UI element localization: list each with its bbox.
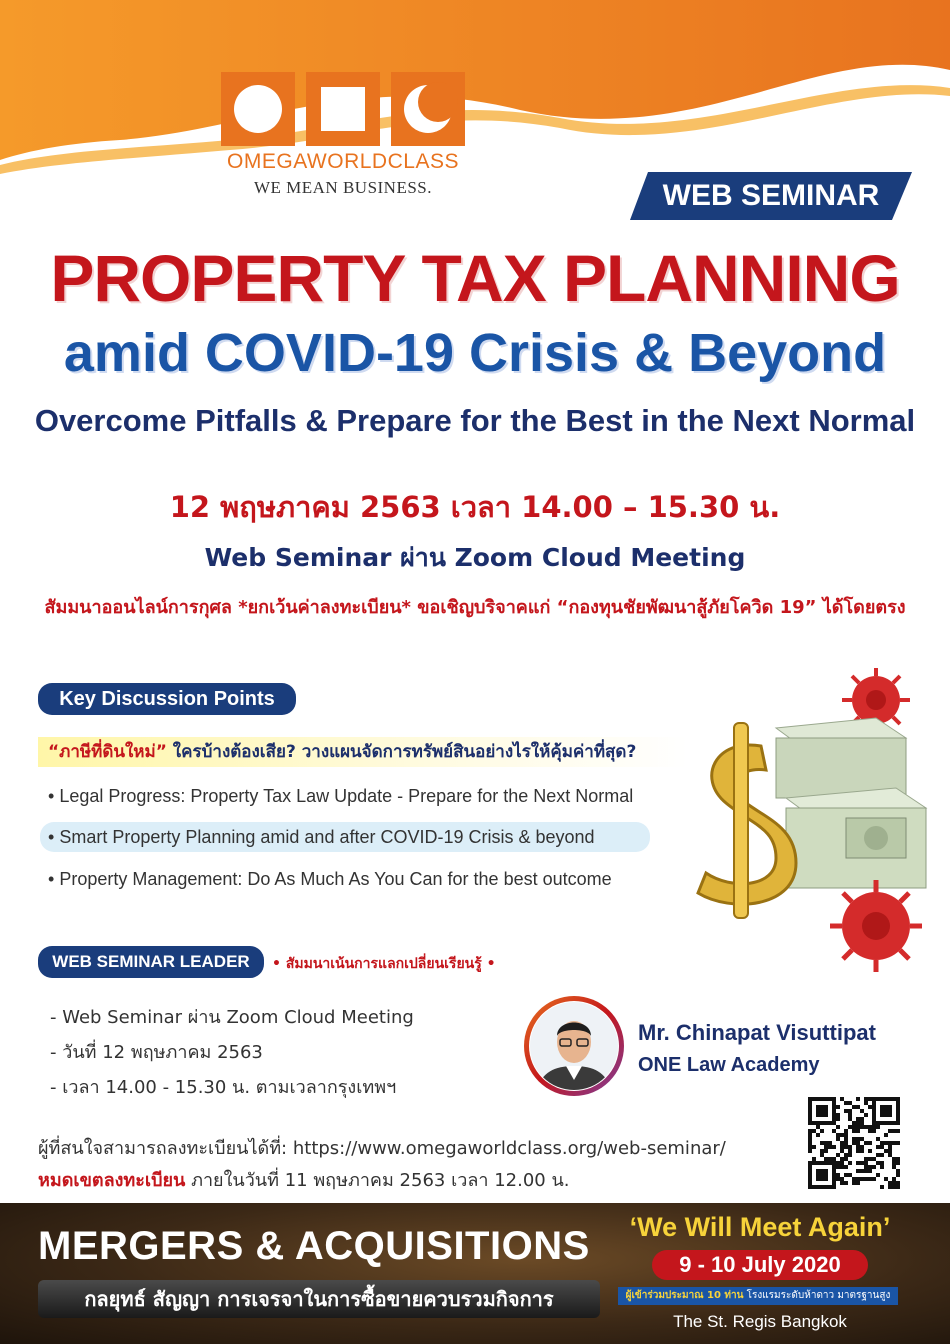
discussion-point-2: • Smart Property Planning amid and after COVID-19 Crisis & beyond: [40, 822, 650, 852]
money-dollar-illustration: [676, 668, 936, 978]
key-discussion-label: Key Discussion Points: [38, 683, 296, 715]
deadline-label: หมดเขตลงทะเบียน: [38, 1170, 186, 1191]
discussion-point-3-text: Property Management: Do As Much As You Can for the best outcome: [59, 869, 612, 889]
discussion-point-1: • Legal Progress: Property Tax Law Update - Prepare for the Next Normal: [48, 786, 634, 806]
registration-deadline: [38, 1165, 569, 1194]
footer-subtitle: กลยุทธ์ สัญญา การเจรจาในการซื้อขายควบรวมกิจการ: [38, 1280, 600, 1318]
charity-note: สัมมนาออนไลน์การกุศล *ยกเว้นค่าลงทะเบียน* ขอเชิญบริจาคแก่ “กองทุนชัยพัฒนาสู้ภัยโควิด 19” ได้โดยตรง: [44, 597, 906, 618]
speaker-name: Mr. Chinapat Visuttipat: [638, 1020, 876, 1045]
virus-icon-bottom: [830, 880, 922, 972]
question-rest: ใครบ้างต้องเสีย? วางแผนจัดการทรัพย์สินอย่างไรให้คุ้มค่าที่สุด?: [166, 742, 637, 762]
orange-wave-header: [0, 0, 950, 200]
web-seminar-badge: [630, 172, 912, 220]
brand-tagline: WE MEAN BUSINESS.: [253, 178, 433, 197]
logo-box-crescent: [391, 72, 465, 146]
speaker-avatar: [522, 994, 626, 1098]
registration-url-line: ผู้ที่สนใจสามารถลงทะเบียนได้ที่: https://www.omegaworldclass.org/web-seminar/: [38, 1138, 726, 1159]
footer-caption-a: ผู้เข้าร่วมประมาณ 10 ท่าน: [625, 1290, 744, 1301]
footer-venue: The St. Regis Bangkok: [673, 1312, 847, 1331]
web-seminar-badge-label: WEB SEMINAR: [662, 179, 880, 212]
footer-title: MERGERS & ACQUISITIONS: [38, 1224, 590, 1268]
logo-box-square: [306, 72, 380, 146]
main-title: PROPERTY TAX PLANNING: [50, 241, 900, 315]
brand-name: OMEGAWORLDCLASS: [227, 150, 459, 173]
event-date-time: 12 พฤษภาคม 2563 เวลา 14.00 – 15.30 น.: [169, 490, 781, 524]
deadline-rest: ภายในวันที่ 11 พฤษภาคม 2563 เวลา 12.00 น.: [185, 1170, 570, 1191]
question-highlight: “ภาษีที่ดินใหม่”: [48, 742, 167, 762]
logo-box-circle: [221, 72, 295, 146]
discussion-point-3: • Property Management: Do As Much As You Can for the best outcome: [48, 869, 612, 889]
speaker-organization: ONE Law Academy: [638, 1054, 820, 1076]
discussion-question: [38, 737, 688, 767]
footer-caption: [618, 1287, 898, 1305]
leader-detail-1: - Web Seminar ผ่าน Zoom Cloud Meeting: [50, 1007, 414, 1028]
qr-code[interactable]: [808, 1097, 900, 1189]
leader-tag: • สัมมนาเน้นการแลกเปลี่ยนเรียนรู้ •: [272, 956, 496, 972]
banknote-stack: [776, 718, 926, 888]
seminar-leader-label: WEB SEMINAR LEADER: [38, 946, 264, 978]
leader-detail-3: - เวลา 14.00 - 15.30 น. ตามเวลากรุงเทพฯ: [50, 1077, 397, 1098]
footer-event-dates: 9 - 10 July 2020: [652, 1250, 868, 1280]
meet-again-heading: ‘We Will Meet Again’: [629, 1212, 891, 1242]
main-subtitle: amid COVID-19 Crisis & Beyond: [63, 323, 887, 383]
event-platform: Web Seminar ผ่าน Zoom Cloud Meeting: [204, 543, 746, 572]
leader-detail-2: - วันที่ 12 พฤษภาคม 2563: [50, 1042, 263, 1063]
footer-caption-b: โรงแรมระดับห้าดาว มาตรฐานสูง: [743, 1290, 891, 1301]
discussion-point-1-text: Legal Progress: Property Tax Law Update - Prepare for the Next Normal: [59, 786, 634, 806]
discussion-point-2-text: Smart Property Planning amid and after COVID-19 Crisis & beyond: [59, 827, 595, 847]
tagline: Overcome Pitfalls & Prepare for the Best in the Next Normal: [34, 403, 916, 438]
